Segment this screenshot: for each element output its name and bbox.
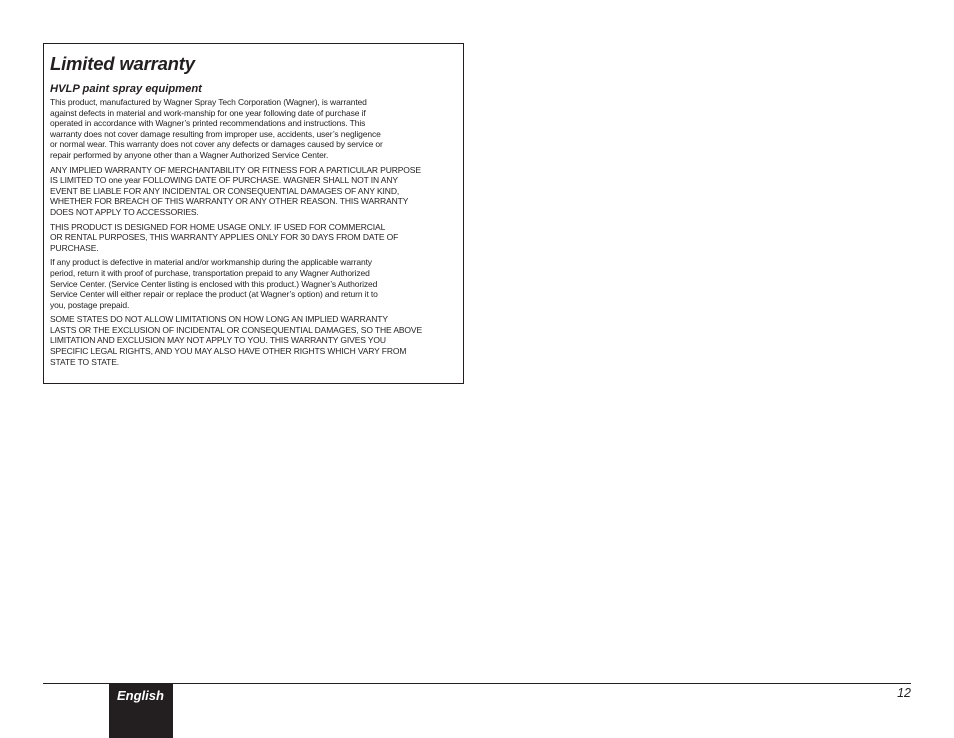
warranty-box — [43, 43, 464, 384]
warranty-paragraph-state-rights: SOME STATES DO NOT ALLOW LIMITATIONS ON HOW LONG AN IMPLIED WARRANTY LASTS OR THE EXCLUSION OF INCIDENTAL OR CONSEQUENTIAL DAMAGES, SO THE ABOVE LIMITATION AND EXCLUSION MAY NOT APPLY TO YOU. THIS WARRANTY GIVES YOU SPECIFIC LEGAL RIGHTS, AND YOU MAY ALSO HAVE OTHER RIGHTS WHICH VARY FROM STATE TO STATE. — [50, 314, 423, 367]
language-tab — [109, 684, 173, 738]
warranty-title: Limited warranty — [50, 53, 195, 74]
footer-divider — [43, 683, 911, 684]
page-number: 12 — [897, 686, 911, 700]
warranty-paragraph-implied: ANY IMPLIED WARRANTY OF MERCHANTABILITY OR FITNESS FOR A PARTICULAR PURPOSE IS LIMITED TO one year FOLLOWING DATE OF PURCHASE. WAGNER SHALL NOT IN ANY EVENT BE LIABLE FOR ANY INCIDENTAL OR CONSEQUENTIAL DAMAGES OF ANY KIND, WHETHER FOR BREACH OF THIS WARRANTY OR ANY OTHER REASON. THIS WARRANTY DOES NOT APPLY TO ACCESSORIES. — [50, 164, 421, 217]
warranty-paragraph-home-usage: THIS PRODUCT IS DESIGNED FOR HOME USAGE ONLY. IF USED FOR COMMERCIAL OR RENTAL PURPOSES, THIS WARRANTY APPLIES ONLY FOR 30 DAYS FROM DATE OF PURCHASE. — [50, 221, 399, 253]
language-label: English — [117, 688, 164, 703]
warranty-subtitle: HVLP paint spray equipment — [50, 83, 202, 95]
warranty-paragraph-return: If any product is defective in material and/or workmanship during the applicable warranty period, return it with proof of purchase, transportation prepaid to any Wagner Authorized Service Center. (Service Center listing is enclosed with this product.) Wagner’s Authorized Service Center will either repair or replace the product (at Wagner’s option) and return it to you, postage prepaid. — [50, 257, 378, 310]
warranty-paragraph-coverage: This product, manufactured by Wagner Spray Tech Corporation (Wagner), is warranted against defects in material and work-manship for one year following date of purchase if operated in accordance with Wagner’s printed recommendations and instructions. This warranty does not cover damage resulting from improper use, accidents, user’s negligence or normal wear. This warranty does not cover any defects or damages caused by service or repair performed by anyone other than a Wagner Authorized Service Center. — [50, 97, 383, 160]
